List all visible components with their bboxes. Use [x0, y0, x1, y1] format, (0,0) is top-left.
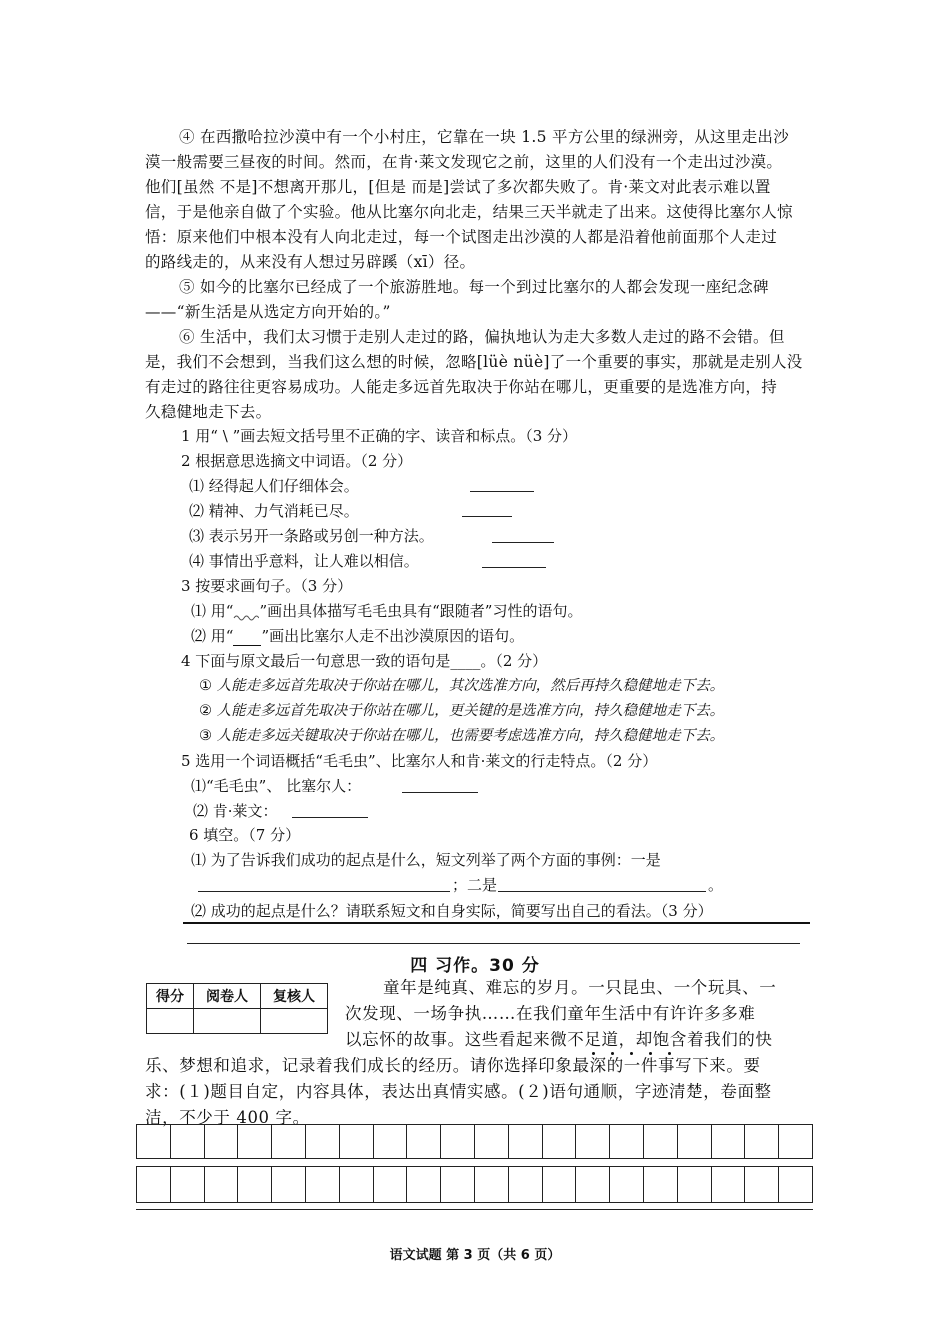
answer-blank-5-2[interactable] — [292, 817, 368, 818]
passage-p5-line-2: ——“新生活是从选定方向开始的。” — [145, 303, 391, 321]
emphasis-dot — [649, 1052, 652, 1055]
question-3-item-1-text: ”画出具体描写毛毛虫具有“跟随者”习性的语句。 — [259, 602, 583, 620]
passage-p4-line-3: 他们[虽然 不是]不想离开那儿，[但是 而是]尝试了多次都失败了。肯·莱文对此表示难以置 — [145, 178, 771, 196]
section-4-title: 四 习作。30 分 — [410, 956, 540, 976]
answer-blank-5-1[interactable] — [402, 792, 478, 793]
essay-prompt-line-4: 乐、梦想和追求，记录着我们成长的经历。请你选择印象最深的一件事写下来。要 — [145, 1056, 761, 1075]
essay-prompt-line-3: 以忘怀的故事。这些看起来微不足道，却饱含着我们的快 — [345, 1030, 773, 1049]
question-4-option-1[interactable]: ① 人能走多远首先取决于你站在哪儿，其次选准方向，然后再持久稳健地走下去。 — [199, 678, 725, 694]
essay-prompt-line-2: 次发现、一场争执……在我们童年生活中有许许多多难 — [345, 1004, 756, 1023]
passage-p5-line-1: ⑤ 如今的比塞尔已经成了一个旅游胜地。每一个到过比塞尔的人都会发现一座纪念碑 — [179, 278, 769, 296]
question-2-item-4: ⑷ 事情出乎意料，让人难以相信。 — [189, 552, 419, 570]
writing-grid-row-1[interactable] — [136, 1124, 813, 1159]
question-3-item-1 — [191, 601, 582, 621]
passage-p4-line-5: 悟：原来他们中根本没有人向北走过，每一个试图走出沙漠的人都是沿着他前面那个人走过 — [145, 228, 778, 246]
passage-p6-line-3: 有走过的路往往更容易成功。人能走多远首先取决于你站在哪儿，更重要的是选准方向，持 — [145, 378, 778, 396]
grader-cell[interactable] — [194, 1009, 261, 1034]
answer-blank-2-2[interactable] — [462, 516, 512, 517]
answer-blank-2-3[interactable] — [492, 542, 554, 543]
score-cell[interactable] — [147, 1009, 194, 1034]
question-2-item-1: ⑴ 经得起人们仔细体会。 — [189, 477, 359, 495]
question-6-item-1-separator: ；二是 — [452, 876, 498, 894]
question-3-item-1-prefix: ⑴ 用“ — [191, 602, 234, 620]
answer-blank-6-1[interactable] — [198, 891, 450, 892]
passage-p6-line-1: ⑥ 生活中，我们太习惯于走别人走过的路，偏执地认为走大多数人走过的路不会错。但 — [179, 328, 785, 346]
passage-p6-line-4: 久稳健地走下去。 — [145, 403, 272, 421]
emphasis-dot — [592, 1052, 595, 1055]
question-6: 6 填空。（7 分） — [189, 826, 301, 844]
question-3-item-2 — [191, 626, 524, 646]
passage-p4-line-2: 漠一般需要三昼夜的时间。然而，在肯·莱文发现它之前，这里的人们没有一个走出过沙漠。 — [145, 153, 783, 171]
essay-prompt-line-1: 童年是纯真、难忘的岁月。一只昆虫、一个玩具、一 — [383, 978, 777, 997]
question-1: 1 用“ \ ”画去短文括号里不正确的字、读音和标点。（3 分） — [181, 427, 578, 445]
answer-blank-2-1[interactable] — [470, 491, 534, 492]
wavy-underline-mark — [233, 611, 259, 621]
score-table — [146, 983, 328, 1034]
essay-prompt-line-6: 洁，不少于 400 字。 — [145, 1108, 310, 1127]
answer-blank-2-4[interactable] — [482, 567, 546, 568]
passage-p4-line-6: 的路线走的，从来没有人想过另辟蹊（xī）径。 — [145, 253, 476, 271]
answer-line-6-2b[interactable] — [187, 943, 800, 944]
question-6-item-1-end: 。 — [708, 876, 724, 894]
passage-p4-line-4: 信，于是他亲自做了个实验。他从比塞尔向北走，结果三天半就走了出来。这使得比塞尔人惊 — [145, 203, 793, 221]
question-5-item-1: ⑴“毛毛虫”、 比塞尔人： — [191, 777, 362, 795]
essay-prompt-line-5: 求：(１)题目自定，内容具体，表达出真情实感。(２)语句通顺，字迹清楚，卷面整 — [145, 1082, 772, 1101]
question-6-item-1: ⑴ 为了告诉我们成功的起点是什么，短文列举了两个方面的事例：一是 — [191, 851, 661, 869]
answer-blank-6-2[interactable] — [498, 891, 706, 892]
question-4: 4 下面与原文最后一句意思一致的语句是____。（2 分） — [181, 652, 548, 670]
question-6-item-2: ⑵ 成功的起点是什么？请联系短文和自身实际，简要写出自己的看法。（3 分） — [191, 902, 713, 920]
emphasis-dot — [611, 1052, 614, 1055]
question-5: 5 选用一个词语概括“毛毛虫”、比塞尔人和肯·莱文的行走特点。（2 分） — [181, 752, 658, 770]
emphasis-dot — [630, 1052, 633, 1055]
page-footer: 语文试题 第 3 页（共 6 页） — [389, 1248, 561, 1263]
question-4-option-3[interactable]: ③ 人能走多远关键取决于你站在哪儿，也需要考虑选准方向，持久稳健地走下去。 — [199, 728, 725, 744]
straight-underline-mark — [233, 631, 261, 646]
question-2-item-3: ⑶ 表示另开一条路或另创一种方法。 — [189, 527, 434, 545]
question-3-item-2-prefix: ⑵ 用“ — [191, 627, 234, 645]
question-5-item-2: ⑵ 肯·莱文： — [193, 802, 278, 820]
question-2: 2 根据意思选摘文中词语。（2 分） — [181, 452, 413, 470]
passage-p6-line-2: 是，我们不会想到，当我们这么想的时候，忽略[lüè nüè]了一个重要的事实，那就是走别人没 — [145, 353, 803, 371]
answer-line-6-2a[interactable] — [183, 922, 810, 924]
passage-p4-line-1: ④ 在西撒哈拉沙漠中有一个小村庄，它靠在一块 1.5 平方公里的绿洲旁，从这里走出沙 — [179, 128, 790, 146]
score-header-grader: 阅卷人 — [194, 984, 261, 1009]
question-3: 3 按要求画句子。（3 分） — [181, 577, 353, 595]
score-header-score: 得分 — [147, 984, 194, 1009]
emphasis-dot — [668, 1052, 671, 1055]
grid-bottom-line — [136, 1209, 813, 1210]
question-4-option-2[interactable]: ② 人能走多远首先取决于你站在哪儿，更关键的是选准方向，持久稳健地走下去。 — [199, 703, 725, 719]
question-3-item-2-text: ”画出比塞尔人走不出沙漠原因的语句。 — [261, 627, 525, 645]
reviewer-cell[interactable] — [261, 1009, 328, 1034]
question-2-item-2: ⑵ 精神、力气消耗已尽。 — [189, 502, 359, 520]
score-header-reviewer: 复核人 — [261, 984, 328, 1009]
writing-grid-row-2[interactable] — [136, 1166, 813, 1203]
